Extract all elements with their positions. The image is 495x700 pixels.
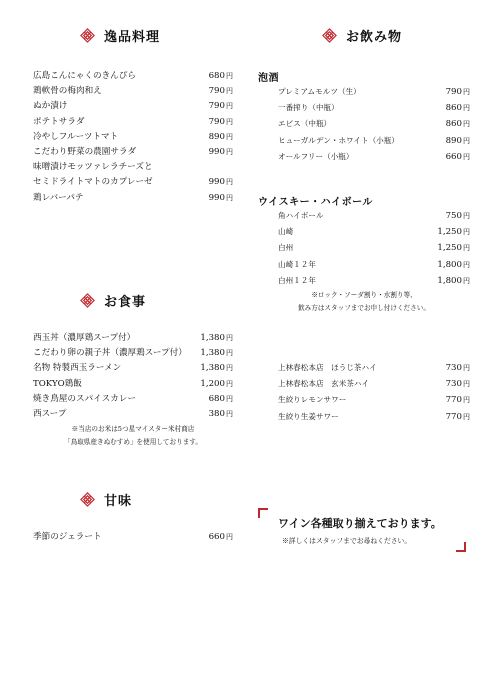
price-value: 790 — [208, 86, 225, 97]
menu-item-name: 広島こんにゃくのきんぴら — [33, 71, 136, 81]
wine-box — [258, 508, 470, 558]
menu-item-name: セミドライトマトのカプレーゼ — [33, 177, 153, 188]
menu-item-name: 上林春松本店 玄米茶ハイ — [278, 379, 370, 389]
menu-item — [258, 257, 470, 273]
price-value: 890 — [445, 135, 462, 146]
menu-item-name: 山崎１２年 — [278, 259, 316, 269]
menu-item-price — [446, 101, 470, 116]
yen-unit: 円 — [226, 132, 233, 141]
meals-header — [80, 291, 146, 310]
menu-item — [33, 84, 233, 99]
dessert-title: 甘味 — [104, 494, 133, 509]
yen-unit: 円 — [226, 178, 233, 187]
yen-unit: 円 — [226, 87, 233, 96]
menu-item — [258, 240, 470, 256]
menu-item-name: 冷やしフルーツトマト — [33, 131, 119, 142]
price-value: 1,250 — [437, 227, 462, 238]
chuhai-list — [258, 360, 470, 425]
price-value: 990 — [208, 147, 225, 158]
menu-item — [33, 99, 233, 114]
lattice-mark-icon — [80, 492, 95, 507]
menu-item — [33, 361, 233, 376]
menu-item-name: プレミアムモルツ（生） — [278, 87, 361, 96]
menu-item-price — [209, 407, 233, 422]
menu-item — [258, 133, 470, 149]
menu-item-price — [437, 241, 470, 256]
menu-item-price — [209, 175, 233, 190]
menu-item-price — [437, 225, 470, 240]
menu-item — [33, 130, 233, 145]
menu-item-price — [446, 134, 470, 149]
appetizers-header — [80, 26, 160, 45]
price-value: 990 — [208, 192, 225, 203]
yen-unit: 円 — [226, 117, 233, 126]
menu-item-name: 名物 特製西玉ラーメン — [33, 363, 122, 374]
appetizers-title: 逸品料理 — [104, 30, 161, 45]
price-value: 790 — [208, 116, 225, 127]
price-value: 1,380 — [200, 363, 225, 374]
yen-unit: 円 — [463, 396, 470, 405]
menu-item-price — [446, 410, 470, 425]
menu-item-name: 焼き鳥屋のスパイスカレー — [33, 393, 137, 404]
yen-unit: 円 — [226, 334, 233, 342]
menu-item-name: エビス（中瓶） — [278, 119, 332, 129]
menu-item-price — [209, 145, 233, 160]
menu-item-name: こだわり卵の親子丼（濃厚鶏スープ付） — [33, 348, 187, 359]
corner-bracket-bottom-right — [456, 542, 466, 552]
menu-item-price — [446, 117, 470, 132]
menu-item-name: 白州１２年 — [278, 275, 316, 285]
menu-item-name: 上林春松本店 ほうじ茶ハイ — [278, 363, 377, 372]
yen-unit: 円 — [463, 152, 470, 161]
price-value: 730 — [445, 363, 462, 373]
menu-item-name: ぬか漬け — [33, 101, 68, 112]
menu-item-price — [200, 346, 233, 361]
menu-item-name: 山崎 — [278, 227, 294, 237]
menu-item-name: 一番搾り（中瓶） — [278, 103, 339, 113]
yen-unit: 円 — [463, 412, 470, 421]
menu-item — [33, 175, 233, 190]
yen-unit: 円 — [463, 136, 470, 145]
price-value: 750 — [445, 211, 462, 221]
lattice-mark-icon — [322, 28, 337, 43]
yen-unit: 円 — [463, 364, 470, 372]
yen-unit: 円 — [463, 88, 470, 96]
menu-item — [33, 69, 233, 84]
menu-item-price — [446, 209, 470, 224]
price-value: 380 — [208, 409, 225, 420]
menu-item — [33, 392, 233, 407]
menu-item-price — [209, 130, 233, 145]
price-value: 660 — [445, 151, 462, 162]
menu-item-name: 生絞り生姜サワー — [278, 411, 339, 421]
menu-item-price — [437, 258, 470, 273]
yen-unit: 円 — [463, 380, 470, 389]
menu-item-price — [209, 392, 233, 407]
menu-item — [258, 116, 470, 132]
menu-item — [33, 331, 233, 346]
yen-unit: 円 — [226, 533, 233, 541]
menu-item-price — [209, 69, 233, 84]
yen-unit: 円 — [463, 228, 470, 237]
yen-unit: 円 — [463, 120, 470, 129]
price-value: 790 — [445, 87, 462, 97]
menu-item — [33, 191, 233, 206]
menu-item-price — [437, 274, 470, 289]
menu-item — [33, 377, 233, 392]
rice-note-line2: 「鳥取県産きぬむすめ」を使用しております。 — [64, 438, 202, 446]
whisky-list — [258, 208, 470, 289]
menu-item-price — [200, 377, 233, 392]
price-value: 1,800 — [437, 259, 462, 270]
yen-unit: 円 — [226, 148, 233, 157]
wine-title: ワイン各種取り揃えております。 — [278, 517, 442, 530]
price-value: 860 — [445, 119, 462, 130]
yen-unit: 円 — [463, 244, 470, 253]
menu-item-name: ヒューガルデン・ホワイト（小瓶） — [278, 135, 399, 145]
menu-item-name: 鶏軟骨の梅肉和え — [33, 86, 102, 97]
menu-item — [258, 273, 470, 289]
price-value: 770 — [445, 395, 462, 406]
menu-item — [33, 346, 233, 361]
menu-item-price — [200, 361, 233, 376]
menu-item — [33, 115, 233, 130]
drinks-title: お飲み物 — [346, 30, 403, 45]
menu-item — [258, 360, 470, 376]
yen-unit: 円 — [226, 349, 233, 358]
menu-item-price — [446, 150, 470, 165]
price-value: 1,250 — [437, 243, 462, 254]
menu-item-price — [209, 191, 233, 206]
menu-item-name: 季節のジェラート — [33, 532, 102, 542]
menu-item-price — [200, 331, 233, 346]
whisky-heading: ウイスキー・ハイボール — [258, 197, 373, 208]
menu-item — [258, 224, 470, 240]
yen-unit: 円 — [226, 72, 233, 80]
menu-item — [258, 208, 470, 224]
rice-note-line1: ※当店のお米は5つ星マイスター米村商店 — [71, 425, 195, 433]
yen-unit: 円 — [226, 364, 233, 373]
appetizers-list — [33, 69, 233, 206]
price-value: 660 — [208, 532, 225, 542]
menu-item-price — [209, 84, 233, 99]
yen-unit: 円 — [226, 379, 233, 388]
menu-item-price — [446, 85, 470, 100]
corner-bracket-top-left — [258, 508, 268, 518]
menu-item — [258, 149, 470, 165]
menu-item-name: オールフリー（小瓶） — [278, 151, 354, 161]
menu-item-name: ポテトサラダ — [33, 116, 85, 127]
price-value: 730 — [445, 379, 462, 390]
price-value: 680 — [208, 71, 225, 81]
menu-item-price — [446, 361, 470, 376]
price-value: 1,380 — [200, 333, 225, 343]
yen-unit: 円 — [226, 102, 233, 111]
beer-heading: 泡酒 — [258, 73, 279, 84]
menu-item — [33, 145, 233, 160]
price-value: 680 — [208, 393, 225, 404]
menu-item — [258, 409, 470, 425]
menu-item-price — [209, 115, 233, 130]
beer-list — [258, 84, 470, 165]
menu-item-price — [209, 99, 233, 114]
menu-item-name: 西玉丼（濃厚鶏スープ付） — [33, 333, 136, 343]
menu-item-name: 白州 — [278, 243, 294, 253]
lattice-mark-icon — [80, 293, 95, 308]
yen-unit: 円 — [463, 276, 470, 285]
menu-item-name: 生絞りレモンサワー — [278, 395, 347, 405]
yen-unit: 円 — [226, 410, 233, 419]
price-value: 790 — [208, 101, 225, 112]
meals-title: お食事 — [104, 295, 147, 310]
drinks-header — [322, 26, 402, 45]
dessert-list — [33, 530, 233, 545]
lattice-mark-icon — [80, 28, 95, 43]
whisky-note — [258, 289, 470, 315]
price-value: 990 — [208, 177, 225, 188]
menu-item-price — [209, 530, 233, 545]
menu-item — [33, 530, 233, 545]
menu-item-name: こだわり野菜の農園サラダ — [33, 147, 137, 158]
yen-unit: 円 — [463, 212, 470, 220]
price-value: 890 — [208, 131, 225, 142]
menu-item — [258, 392, 470, 408]
menu-item-price — [446, 393, 470, 408]
price-value: 860 — [445, 103, 462, 114]
menu-item-name: 西スープ — [33, 409, 67, 420]
menu-item — [33, 407, 233, 422]
whisky-note-line2: 飲み方はスタッフまでお申し付けください。 — [298, 304, 430, 312]
dessert-header — [80, 490, 132, 509]
yen-unit: 円 — [463, 260, 470, 269]
yen-unit: 円 — [226, 193, 233, 202]
price-value: 1,380 — [200, 348, 225, 359]
yen-unit: 円 — [226, 394, 233, 403]
wine-note: ※詳しくはスタッフまでお尋ねください。 — [282, 537, 412, 545]
menu-item-name: 角ハイボール — [278, 211, 324, 220]
menu-item — [258, 100, 470, 116]
menu-item — [258, 84, 470, 100]
meals-list — [33, 331, 233, 422]
whisky-note-line1: ※ロック・ソーダ割り・水割り等、 — [311, 291, 417, 299]
rice-note — [33, 423, 233, 449]
menu-item — [258, 376, 470, 392]
menu-item-name: 鶏レバーパテ — [33, 192, 84, 203]
menu-item-name: TOKYO鶏飯 — [33, 378, 82, 389]
yen-unit: 円 — [463, 104, 470, 113]
menu-item — [33, 160, 233, 175]
price-value: 770 — [445, 411, 462, 422]
price-value: 1,200 — [200, 378, 225, 389]
menu-item-name: 味噌漬けモッツァレラチーズと — [33, 162, 153, 173]
price-value: 1,800 — [437, 275, 462, 286]
menu-item-price — [446, 377, 470, 392]
